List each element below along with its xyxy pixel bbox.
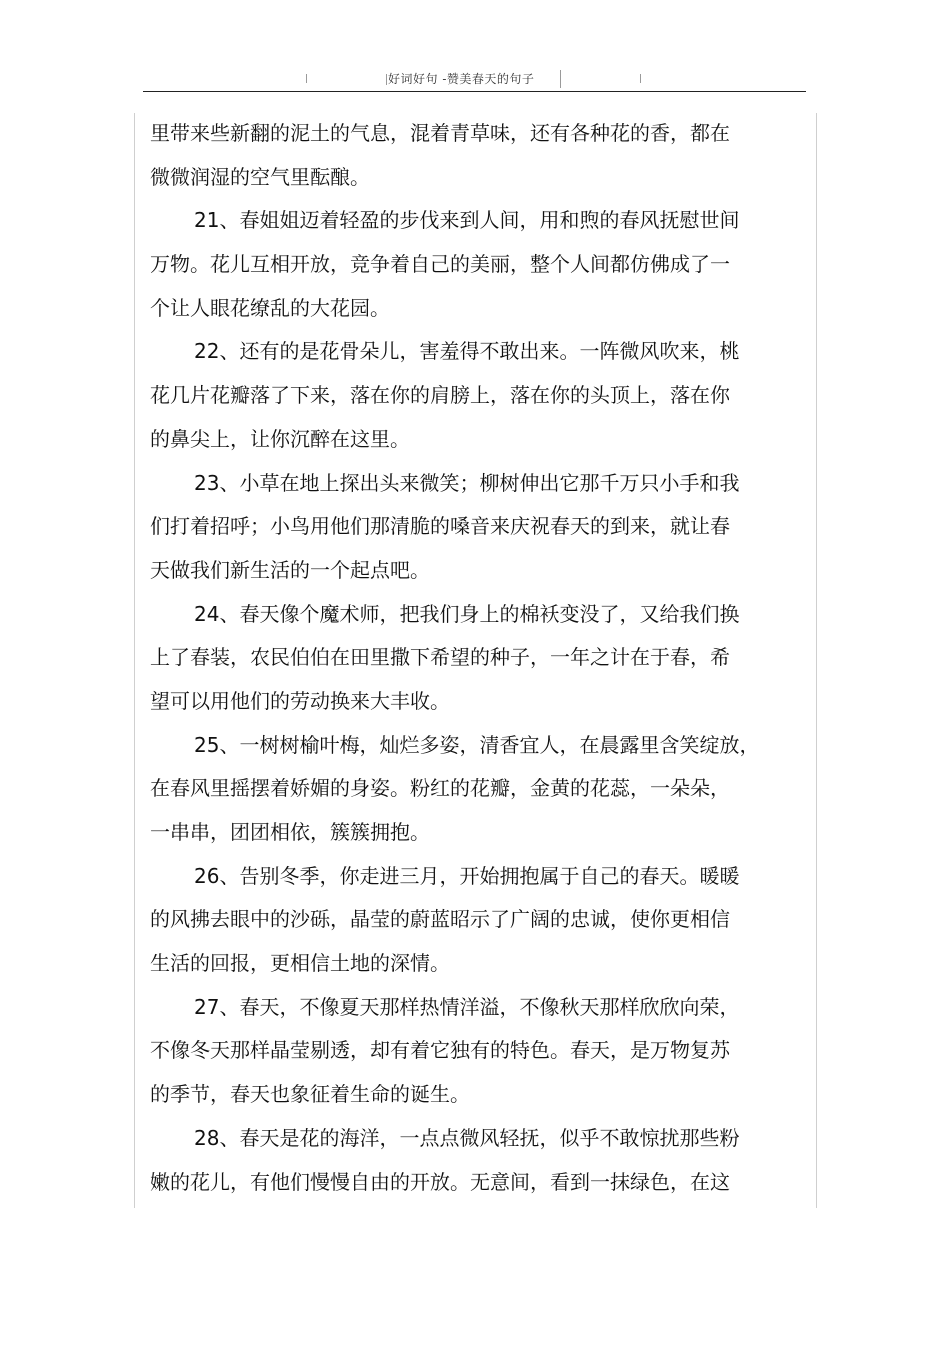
paragraph-line: 花几片花瓣落了下来，落在你的肩膀上，落在你的头顶上，落在你 bbox=[150, 383, 730, 408]
header-tick-right-outer bbox=[640, 74, 641, 83]
paragraph-line: 的风拂去眼中的沙砾，晶莹的蔚蓝昭示了广阔的忠诚，使你更相信 bbox=[150, 907, 730, 932]
document-body bbox=[150, 112, 770, 1204]
header-title: 好词好句 -赞美春天的句子 bbox=[388, 72, 535, 86]
paragraph bbox=[150, 1117, 770, 1204]
paragraph bbox=[150, 855, 770, 986]
paragraph bbox=[150, 330, 770, 461]
paragraph-line: 22、还有的是花骨朵儿，害羞得不敢出来。一阵微风吹来，桃 bbox=[194, 339, 740, 364]
paragraph bbox=[150, 593, 770, 724]
paragraph-line: 生活的回报，更相信土地的深情。 bbox=[150, 951, 450, 976]
paragraph bbox=[150, 199, 770, 330]
paragraph-line: 万物。花儿互相开放，竞争着自己的美丽，整个人间都仿佛成了一 bbox=[150, 252, 730, 277]
paragraph-line: 25、一树树榆叶梅，灿烂多姿，清香宜人，在晨露里含笑绽放， bbox=[194, 732, 760, 757]
paragraph-line: 26、告别冬季，你走进三月，开始拥抱属于自己的春天。暖暖 bbox=[194, 863, 740, 888]
header-tick-right bbox=[560, 70, 561, 88]
paragraph-line: 在春风里摇摆着娇媚的身姿。粉红的花瓣，金黄的花蕊，一朵朵， bbox=[150, 776, 730, 801]
paragraph bbox=[150, 986, 770, 1117]
paragraph-line: 27、春天，不像夏天那样热情洋溢，不像秋天那样欣欣向荣， bbox=[194, 994, 740, 1019]
paragraph-line: 28、春天是花的海洋，一点点微风轻抚，似乎不敢惊扰那些粉 bbox=[194, 1125, 740, 1150]
paragraph-line: 嫩的花儿，有他们慢慢自由的开放。无意间，看到一抹绿色，在这 bbox=[150, 1169, 730, 1194]
paragraph-line: 不像冬天那样晶莹剔透，却有着它独有的特色。春天，是万物复苏 bbox=[150, 1038, 730, 1063]
header-rule bbox=[143, 91, 806, 92]
paragraph-line: 的鼻尖上，让你沉醉在这里。 bbox=[150, 426, 410, 451]
paragraph-line: 一串串，团团相依，簇簇拥抱。 bbox=[150, 820, 430, 844]
page-frame-right-border bbox=[816, 113, 817, 1208]
paragraph-line: 21、春姐姐迈着轻盈的步伐来到人间，用和煦的春风抚慰世间 bbox=[194, 208, 740, 233]
paragraph-line: 们打着招呼；小鸟用他们那清脆的嗓音来庆祝春天的到来，就让春 bbox=[150, 514, 730, 539]
paragraph bbox=[150, 112, 770, 199]
page-header bbox=[0, 66, 950, 90]
header-tick-left bbox=[386, 74, 387, 85]
page-frame-left-border bbox=[134, 113, 135, 1208]
paragraph-line: 望可以用他们的劳动换来大丰收。 bbox=[150, 688, 450, 713]
paragraph-line: 天做我们新生活的一个起点吧。 bbox=[150, 557, 430, 582]
paragraph-line: 微微润湿的空气里酝酿。 bbox=[150, 164, 370, 189]
paragraph bbox=[150, 724, 770, 855]
header-tick-left-outer bbox=[306, 74, 307, 83]
paragraph-line: 个让人眼花缭乱的大花园。 bbox=[150, 295, 390, 320]
paragraph-line: 里带来些新翻的泥土的气息，混着青草味，还有各种花的香，都在 bbox=[150, 121, 730, 145]
paragraph-line: 24、春天像个魔术师，把我们身上的棉袄变没了，又给我们换 bbox=[194, 601, 740, 626]
paragraph bbox=[150, 462, 770, 593]
paragraph-line: 上了春装，农民伯伯在田里撒下希望的种子，一年之计在于春，希 bbox=[150, 645, 730, 670]
paragraph-line: 23、小草在地上探出头来微笑；柳树伸出它那千万只小手和我 bbox=[194, 470, 740, 495]
paragraph-line: 的季节，春天也象征着生命的诞生。 bbox=[150, 1082, 470, 1107]
